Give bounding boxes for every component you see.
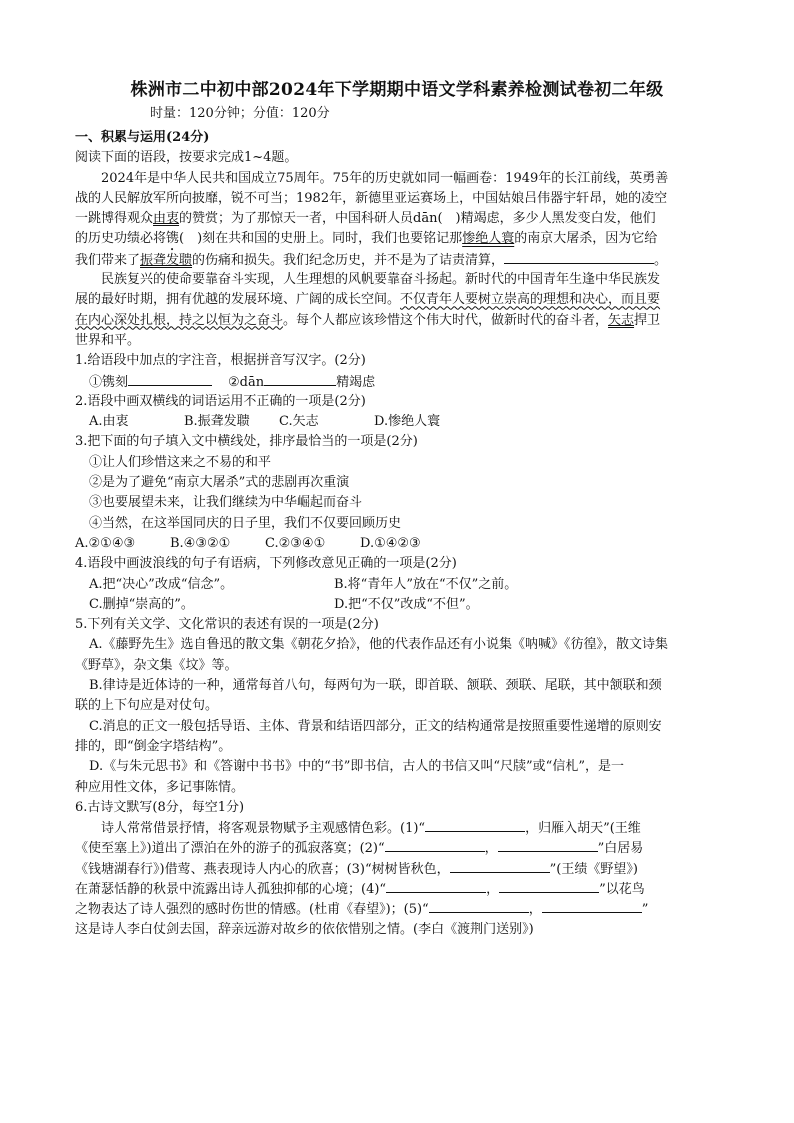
double-underlined-word: 矢志 [608,312,635,328]
question-1-stem: 1.给语段中加点的字注音，根据拼音写汉字。(2分) [75,353,366,369]
poem-line: 这是诗人李白仗剑去国，辞亲远游对故乡的依依惜别之情。(李白《渡荆门送别》) [75,921,534,937]
section-heading: 一、积累与运用(24分) [75,130,210,145]
sentence-item: ①让人们珍惜这来之不易的和平 [89,454,272,470]
option-a[interactable]: A.《藤野先生》选自鲁迅的散文集《朝花夕拾》，他的代表作品还有小说集《呐喊》《彷徨》，散文诗集 [89,637,669,653]
option-b-cont: 联的上下句应是对仗句。 [75,698,219,714]
sentence-item: ④当然，在这举国同庆的日子里，我们不仅要回顾历史 [89,515,402,531]
option-d-cont: 种应用性文体，多记事陈情。 [75,779,245,795]
answer-blank[interactable] [499,879,599,893]
passage-line: 战的人民解放军所向披靡，锐不可当；1982年，新德里亚运赛场上，中国姑娘吕伟器宇轩昂，她的凌空 [75,190,668,206]
passage-line: 2024年是中华人民共和国成立75周年。75年的历史就如同一幅画卷：1949年的长江前线，英勇善 [101,170,669,186]
question-1-items: ①镌刻 ②dān 精竭虑 [75,372,723,392]
option-b[interactable]: B.律诗是近体诗的一种，通常每首八句，每两句为一联，即首联、颔联、颈联、尾联，其中颔联和颈 [89,678,662,694]
option-d[interactable]: D.①④②③ [360,535,421,551]
option-c[interactable]: C.消息的正文一般包括导语、主体、背景和结语四部分，正文的结构通常是按照重要性递增的原则安 [89,718,662,734]
option-c[interactable]: C.②③④① [265,535,326,551]
option-a[interactable]: A.由衷 [89,414,129,430]
answer-blank[interactable] [264,372,336,386]
question-5-stem: 5.下列有关文学、文化常识的表述有误的一项是(2分) [75,617,379,633]
passage-line: 我们带来了振聋发聩的伤痛和损失。我们纪念历史，并不是为了诘责清算， 。 [75,250,723,270]
option-c-cont: 排的，即“倒金字塔结构”。 [75,738,232,754]
question-4-options-row1 [75,575,723,595]
exam-content [75,128,723,940]
answer-blank[interactable] [128,372,212,386]
sentence-item: ②是为了避免“南京大屠杀”式的悲剧再次重演 [89,475,350,491]
question-6-stem: 6.古诗文默写(8分，每空1分) [75,799,245,815]
option-d[interactable]: D.惨绝人寰 [374,414,441,430]
double-underlined-word: 振聋发聩 [140,252,193,268]
option-b[interactable]: B.④③②① [170,535,231,551]
option-c[interactable]: C.删掉“崇高的”。 [89,596,194,612]
wavy-underlined-sentence: 在内心深处扎根，持之以恒为之奋斗 [75,312,284,328]
answer-blank[interactable] [425,818,525,832]
poem-line: 之物表达了诗人强烈的感时伤世的情感。(杜甫《春望》)；(5)“ ， ” [75,899,723,919]
question-4-stem: 4.语段中画波浪线的句子有语病，下列修改意见正确的一项是(2分) [75,556,457,572]
poem-line: 在萧瑟恬静的秋景中流露出诗人孤独抑郁的心境；(4)“ ， ”以花鸟 [75,879,723,899]
question-4-options-row2 [75,595,723,615]
answer-blank[interactable] [450,859,550,873]
option-b[interactable]: B.振聋发聩 [184,414,250,430]
option-c[interactable]: C.矢志 [279,414,319,430]
passage-line: 在内心深处扎根，持之以恒为之奋斗。每个人都应该珍惜这个伟大时代，做新时代的奋斗者，矢志捍卫 [75,312,661,328]
passage-line: 的历史功绩必将镌( )刻在共和国的史册上。同时，我们也要铭记那惨绝人寰的南京大屠杀，因为它给 [75,231,658,247]
answer-blank[interactable] [429,899,529,913]
answer-blank[interactable] [542,899,642,913]
double-underlined-word: 由衷 [153,211,180,227]
poem-line: 《使至塞上》)道出了漂泊在外的游子的孤寂落寞；(2)“ ， ”白居易 [75,838,723,858]
sentence-item: ③也要展望未来，让我们继续为中华崛起而奋斗 [89,495,363,511]
passage-line: 一跳博得观众由衷的赞赏；为了那惊天一者，中国科研人员dān( )精竭虑，多少人黑发变白发，他们 [75,211,656,227]
question-2-options [75,412,723,432]
question-3-options [75,534,723,554]
answer-blank[interactable] [504,250,654,264]
answer-blank[interactable] [385,838,485,852]
option-a[interactable]: A.②①④③ [75,535,136,551]
passage-line: 世界和平。 [75,332,141,348]
wavy-underlined-sentence: 不仅青年人要树立崇高的理想和决心，而且要 [400,292,661,308]
option-a[interactable]: A.把“决心”改成“信念”。 [89,576,234,592]
option-d[interactable]: D.把“不仅”改成“不但”。 [334,596,479,612]
double-underlined-word: 惨绝人寰 [462,231,515,247]
option-d[interactable]: D.《与朱元思书》和《答谢中书书》中的“书”即书信，古人的书信又叫“尺牍”或“信札”，是一 [89,759,624,775]
question-3-stem: 3.把下面的句子填入文中横线处，排序最恰当的一项是(2分) [75,434,418,450]
poem-line: 《钱塘湖春行》)借莺、燕表现诗人内心的欣喜；(3)“树树皆秋色， ”(王绩《野望》) [75,859,723,879]
dotted-character: 镌 [166,231,180,247]
passage-line: 民族复兴的使命要靠奋斗实现，人生理想的风帆要靠奋斗扬起。新时代的中国青年生逢中华民族发 [101,272,661,288]
question-2-stem: 2.语段中画双横线的词语运用不正确的一项是(2分) [75,393,366,409]
answer-blank[interactable] [498,838,598,852]
poem-line: 诗人常常借景抒情，将客观景物赋予主观感情色彩。(1)“ ，归雁入胡天”(王维 [75,818,723,838]
option-a-cont: 《野草》，杂文集《坟》等。 [75,657,238,673]
answer-blank[interactable] [386,879,486,893]
option-b[interactable]: B.将“青年人”放在“不仅”之前。 [334,576,518,592]
exam-title: 株洲市二中初中部2024年下学期期中语文学科素养检测试卷初二年级 [130,80,664,100]
passage-line: 展的最好时期，拥有优越的发展环境、广阔的成长空间。不仅青年人要树立崇高的理想和决心，而且要 [75,292,661,308]
section-intro: 阅读下面的语段，按要求完成1~4题。 [75,150,298,166]
exam-meta: 时量：120分钟；分值：120分 [150,106,330,121]
